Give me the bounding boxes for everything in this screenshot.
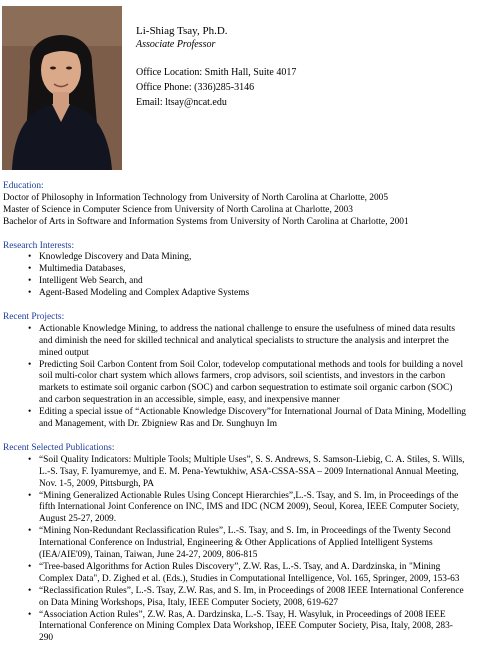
publication-item bbox=[3, 526, 489, 562]
research-list bbox=[3, 252, 489, 300]
publication-line: L.-S. Tsay, F. Iyamuremye, and E. M. Pena-Yewtukhiw, ASA-CSSA-SSA – 2009 International Annual Meeting, bbox=[39, 466, 459, 477]
profile-header bbox=[136, 25, 486, 110]
publication-line: • “Soil Quality Indicators: Multiple Tools; Multiple Uses”, S. S. Andrews, S. Samson-Liebig, C. A. Stiles, S. Wills, bbox=[39, 454, 465, 465]
publication-line: 290 bbox=[39, 633, 54, 644]
publication-line: • “Tree-based Algorithms for Action Rules Discovery”, Z.W. Ras, L.-S. Tsay, and A. Dardzinska, in "Mining bbox=[39, 561, 441, 572]
profile-photo bbox=[2, 6, 122, 170]
project-line: • Actionable Knowledge Mining, to address the national challenge to ensure the usefulness of mined data results bbox=[39, 323, 456, 334]
profile-title: Associate Professor bbox=[136, 39, 216, 50]
projects-heading: Recent Projects: bbox=[3, 311, 65, 322]
project-item bbox=[3, 324, 489, 360]
publication-line: August 25-27, 2009. bbox=[39, 514, 117, 525]
publication-item bbox=[3, 455, 489, 491]
publication-line: • “Mining Generalized Actionable Rules Using Concept Hierarchies”,L.-S. Tsay, and S. Im, in Proceedings of the bbox=[39, 490, 459, 501]
publication-line: (IEA/AIE'09), Tainan, Taiwan, June 24-27, 2009, 806-815 bbox=[39, 550, 258, 561]
education-item: Master of Science in Computer Science from University of North Carolina at Charlotte, 2003 bbox=[3, 204, 353, 215]
publication-line: Nov. 1-5, 2009, Pittsburgh, PA bbox=[39, 478, 155, 489]
publication-item bbox=[3, 586, 489, 610]
publication-line: • “Association Action Rules”, Z.W. Ras, A. Dardzinska, L.-S. Tsay, H. Wasyluk, in Proceedings of 2008 IEEE bbox=[39, 609, 446, 620]
project-line: and Management, with Dr. Zbigniew Ras and Dr. Sunghuyn Im bbox=[39, 419, 277, 430]
project-item bbox=[3, 407, 489, 431]
research-item: • Multimedia Databases, bbox=[3, 264, 489, 276]
publication-line: • “Mining Non-Redundant Reclassification Rules”, L.-S. Tsay, and S. Im, in Proceedings of the Twenty Second bbox=[39, 526, 451, 537]
email: Email: ltsay@ncat.edu bbox=[136, 97, 227, 108]
profile-name: Li-Shiag Tsay, Ph.D. bbox=[136, 25, 228, 37]
project-line: and carbon sequestration in an accessible, simple, easy, and inexpensive manner bbox=[39, 395, 340, 406]
publication-line: Complex Data", D. Zighed et al. (Eds.), Studies in Computational Intelligence, Vol. 165, Springer, 2009, 153-63 bbox=[39, 573, 460, 584]
office-phone: Office Phone: (336)285-3146 bbox=[136, 82, 255, 93]
research-item: • Knowledge Discovery and Data Mining, bbox=[3, 252, 489, 264]
project-line: • Predicting Soil Carbon Content from Soil Color, todevelop computational methods and tools for building a novel bbox=[39, 359, 464, 370]
publication-line: International Conference on Industrial, Engineering & Other Applications of Applied Intelligent Systems bbox=[39, 538, 433, 549]
portrait-image bbox=[2, 6, 122, 170]
education-item: Doctor of Philosophy in Information Technology from University of North Carolina at Charlotte, 2005 bbox=[3, 192, 389, 203]
education-item: Bachelor of Arts in Software and Information Systems from University of North Carolina at Charlotte, 2001 bbox=[3, 216, 409, 227]
education-heading: Education: bbox=[3, 181, 44, 191]
publication-line: fifth International Joint Conference on INC, IMS and IDC (NCM 2009), Seoul, Korea, IEEE Computer Society, bbox=[39, 502, 460, 513]
research-heading: Research Interests: bbox=[3, 240, 75, 251]
project-item bbox=[3, 360, 489, 408]
research-item: • Intelligent Web Search, and bbox=[3, 276, 489, 288]
project-line: markets to estimate soil organic carbon (SOC) and carbon sequestration to estimate soil organic carbon (SOC) bbox=[39, 383, 453, 394]
research-item: • Agent-Based Modeling and Complex Adaptive Systems bbox=[3, 288, 489, 300]
publication-line: International Conference on Mining Complex Data Workshop, IEEE Computer Society, Pisa, Italy, 2008, 283- bbox=[39, 621, 453, 632]
project-line: • Editing a special issue of “Actionable Knowledge Discovery”for International Journal of Data Mining, Modelling bbox=[39, 407, 466, 418]
publication-item bbox=[3, 491, 489, 527]
publications-heading: Recent Selected Publications: bbox=[3, 442, 115, 453]
project-line: mined output bbox=[39, 347, 89, 358]
profile-content bbox=[3, 181, 489, 645]
publication-line: on Data Mining Workshops, Pisa, Italy, IEEE Computer Society, 2008, 619-627 bbox=[39, 597, 339, 608]
projects-list bbox=[3, 324, 489, 431]
publication-item bbox=[3, 562, 489, 586]
office-location: Office Location: Smith Hall, Suite 4017 bbox=[136, 67, 297, 78]
project-line: soil multi-color chart system which allows farmers, crop advisors, soil scientists, and investors in the carbon bbox=[39, 371, 446, 382]
project-line: and diminish the need for skilled technical and analytical specialists to structure the analysis and interpret the bbox=[39, 335, 449, 346]
publication-line: • “Reclassification Rules”, L.-S. Tsay, Z.W. Ras, and S. Im, in Proceedings of 2008 IEEE International Conference bbox=[39, 585, 464, 596]
publications-list bbox=[3, 455, 489, 645]
